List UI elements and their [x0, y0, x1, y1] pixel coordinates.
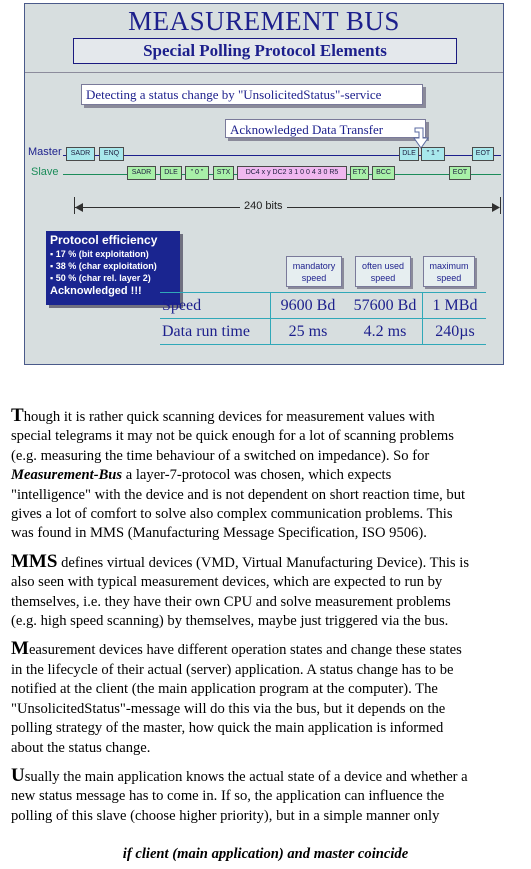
row-label: Speed: [162, 297, 202, 314]
column-divider: [422, 293, 423, 318]
body-text: [11, 406, 531, 834]
status-change-callout: Detecting a status change by "UnsolicitedStatus"-service: [81, 84, 423, 105]
slave-packet-bcc: BCC: [372, 166, 395, 180]
master-packet-enq: ENQ: [99, 147, 124, 161]
text-line: notified at the client (the main application program at the computer). The: [11, 681, 438, 698]
table-cell: 1 MBd: [432, 297, 478, 314]
header-often-used-speed: often used speed: [355, 256, 411, 287]
slave-label: Slave: [31, 166, 59, 178]
column-divider: [270, 293, 271, 318]
paragraph-1: [11, 406, 531, 544]
measurement-bus-figure: [24, 3, 504, 365]
figure-subtitle: Special Polling Protocol Elements: [73, 38, 457, 64]
master-packet-one: " 1 ": [421, 147, 445, 161]
text-line: sually the main application knows the actual state of a device and whether a: [24, 768, 468, 785]
efficiency-line: ▪ 38 % (char exploitation): [50, 261, 157, 271]
efficiency-title: Protocol efficiency: [50, 233, 158, 247]
table-cell: 240µs: [435, 323, 475, 340]
text-line: new status message has to come in. If so, the application can influence the: [11, 788, 445, 805]
text-line: special telegrams it may not be quick enough for a lot of scanning problems: [11, 428, 454, 445]
divider: [25, 72, 503, 73]
slave-packet-data: DC4 x y DC2 3 1 0 0 4 3 0 R5: [237, 166, 347, 180]
slave-packet-etx: ETX: [350, 166, 369, 180]
text-line: (e.g. measuring the time behaviour of a switched on impedance). So for: [11, 447, 430, 464]
slave-packet-sadr: SADR: [127, 166, 156, 180]
figure-title: MEASUREMENT BUS: [128, 6, 400, 36]
text-line: was found in MMS (Manufacturing Message Specification, ISO 9506).: [11, 525, 427, 542]
table-cell: 4.2 ms: [363, 323, 407, 340]
text-line: (e.g. high speed scanning) by themselves, maybe just triggered via the bus.: [11, 613, 449, 630]
drop-cap: T: [11, 405, 24, 426]
paragraph-4: [11, 766, 531, 826]
drop-cap: U: [11, 764, 25, 786]
text-line: hough it is rather quick scanning devices for measurement values with: [23, 409, 435, 425]
table-cell: 57600 Bd: [353, 297, 417, 314]
text-line: a layer-7-protocol was chosen, which expects: [122, 467, 392, 484]
master-packet-sadr: SADR: [66, 147, 95, 161]
text-line: defines virtual devices (VMD, Virtual Manufacturing Device). This is: [57, 554, 469, 571]
text-line: gives a lot of comfort to solve also complex communication problems. This: [11, 506, 453, 523]
column-divider: [270, 319, 271, 344]
text-line: in the lifecycle of their actual (server) application. A status change has to be: [11, 661, 454, 678]
row-label: Data run time: [162, 323, 250, 340]
table-cell: 9600 Bd: [280, 297, 336, 314]
arrow-right-icon: [492, 203, 500, 212]
drop-cap: MMS: [11, 550, 58, 572]
master-packet-eot: EOT: [472, 147, 494, 161]
paragraph-3: [11, 639, 531, 757]
acknowledged-transfer-callout: Acknowledged Data Transfer: [225, 119, 426, 138]
table-cell: 25 ms: [288, 323, 328, 340]
header-mandatory-speed: mandatory speed: [286, 256, 342, 287]
slave-packet-eot: EOT: [449, 166, 471, 180]
header-maximum-speed: maximum speed: [423, 256, 475, 287]
text-line: themselves, i.e. they have their own CPU and solve measurement problems: [11, 593, 451, 610]
text-line: easurement devices have different operation states and change these states: [28, 642, 462, 659]
slave-packet-zero: " 0 ": [185, 166, 209, 180]
table-row: [160, 292, 486, 319]
table-row: [160, 319, 486, 345]
slave-packet-dle: DLE: [160, 166, 182, 180]
text-line: "UnsolicitedStatus"-message will do this via the bus, but it depends on the: [11, 700, 446, 717]
efficiency-line: ▪ 50 % (char rel. layer 2): [50, 273, 151, 283]
slave-packet-stx: STX: [213, 166, 234, 180]
measurement-bus-emphasis: Measurement-Bus: [11, 467, 123, 484]
text-line: polling strategy of the master, how quick the main application is informed: [11, 720, 444, 737]
arrow-left-icon: [75, 203, 83, 212]
master-packet-dle: DLE: [399, 147, 419, 161]
span-bits-label: 240 bits: [240, 200, 287, 212]
text-line: polling of this slave (choose higher priority), but in a simple manner only: [11, 807, 440, 824]
efficiency-footer: Acknowledged !!!: [50, 285, 142, 297]
text-line: also seen with typical measurement devices, which are expected to run by: [11, 574, 443, 591]
speed-table: [160, 292, 486, 345]
closing-statement: if client (main application) and master coincide: [122, 846, 409, 862]
span-right-tick: [500, 197, 501, 214]
master-label: Master: [28, 146, 62, 158]
column-divider: [422, 319, 423, 344]
text-line: about the status change.: [11, 739, 151, 756]
efficiency-line: ▪ 17 % (bit exploitation): [50, 249, 149, 259]
span-arrow: [75, 207, 499, 208]
drop-cap: M: [11, 638, 29, 660]
text-line: "intelligence" with the device and is not dependent on short reaction time, but: [11, 486, 466, 503]
paragraph-2: [11, 552, 531, 632]
